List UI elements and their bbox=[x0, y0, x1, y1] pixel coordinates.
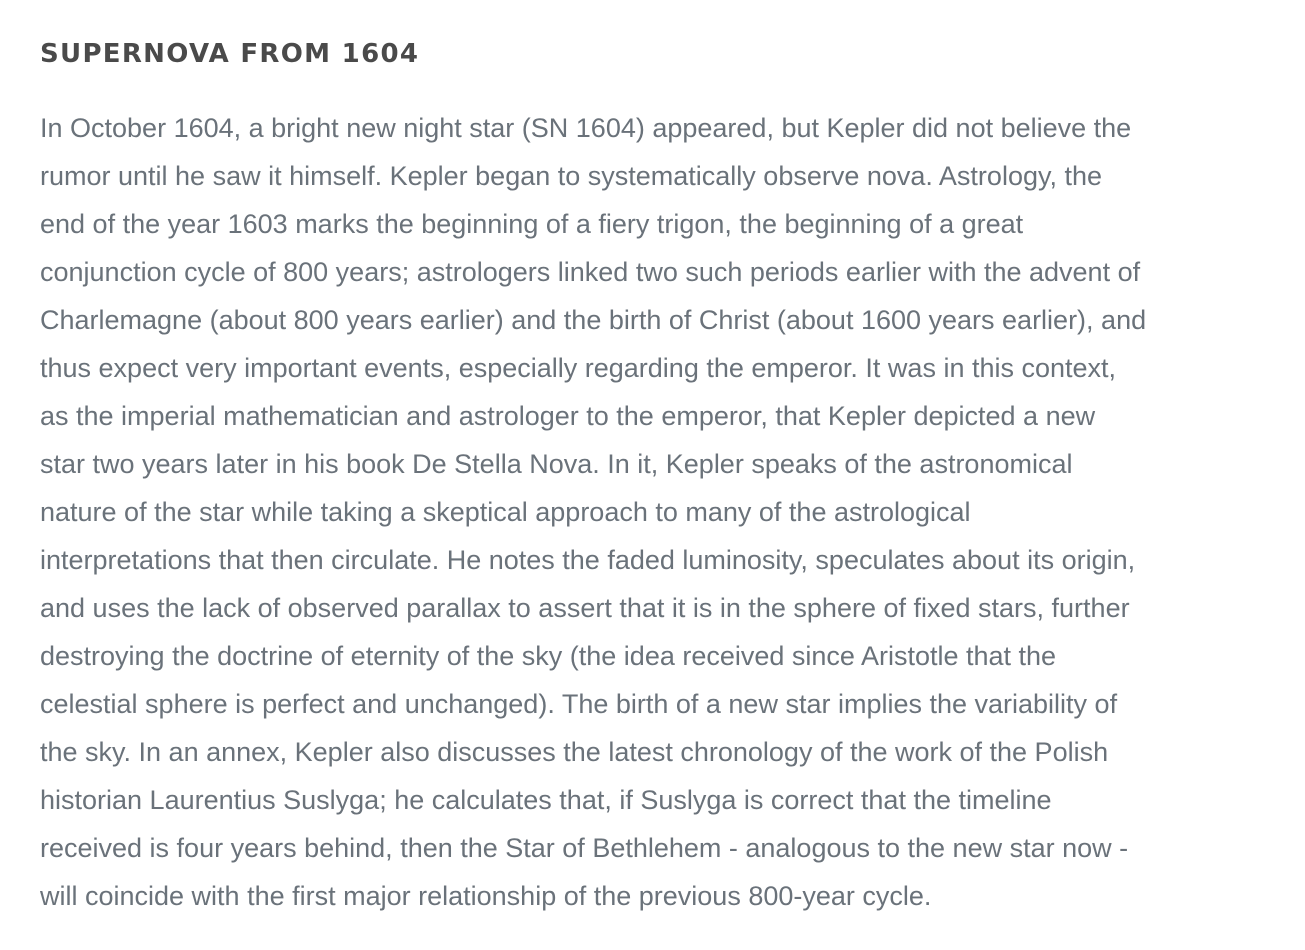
paragraph-line: the sky. In an annex, Kepler also discusses the latest chronology of the work of the Polish bbox=[40, 737, 1109, 767]
paragraph-line: historian Laurentius Suslyga; he calculates that, if Suslyga is correct that the timeline bbox=[40, 785, 1052, 815]
paragraph-line: destroying the doctrine of eternity of the sky (the idea received since Aristotle that the bbox=[40, 641, 1057, 671]
paragraph-line: rumor until he saw it himself. Kepler began to systematically observe nova. Astrology, the bbox=[40, 161, 1103, 191]
clipped-previous-text bbox=[40, 0, 1260, 6]
paragraph-line: In October 1604, a bright new night star (SN 1604) appeared, but Kepler did not believe the bbox=[40, 113, 1132, 143]
paragraph-line: celestial sphere is perfect and unchanged). The birth of a new star implies the variability of bbox=[40, 689, 1118, 719]
paragraph-line: interpretations that then circulate. He notes the faded luminosity, speculates about its origin, bbox=[40, 545, 1136, 575]
paragraph-line: thus expect very important events, especially regarding the emperor. It was in this context, bbox=[40, 353, 1117, 383]
section-paragraph bbox=[40, 104, 1146, 920]
paragraph-line: Charlemagne (about 800 years earlier) and the birth of Christ (about 1600 years earlier), and bbox=[40, 305, 1147, 335]
paragraph-line: end of the year 1603 marks the beginning of a fiery trigon, the beginning of a great bbox=[40, 209, 1024, 239]
paragraph-line: nature of the star while taking a skeptical approach to many of the astrological bbox=[40, 497, 971, 527]
paragraph-line: as the imperial mathematician and astrologer to the emperor, that Kepler depicted a new bbox=[40, 401, 1096, 431]
paragraph-line: star two years later in his book De Stella Nova. In it, Kepler speaks of the astronomical bbox=[40, 449, 1073, 479]
section-title: SUPERNOVA FROM 1604 bbox=[40, 39, 420, 69]
paragraph-line: will coincide with the first major relationship of the previous 800-year cycle. bbox=[40, 881, 932, 911]
paragraph-line: received is four years behind, then the Star of Bethlehem - analogous to the new star now - bbox=[40, 833, 1129, 863]
paragraph-line: conjunction cycle of 800 years; astrologers linked two such periods earlier with the advent of bbox=[40, 257, 1141, 287]
paragraph-line: and uses the lack of observed parallax to assert that it is in the sphere of fixed stars, further bbox=[40, 593, 1130, 623]
